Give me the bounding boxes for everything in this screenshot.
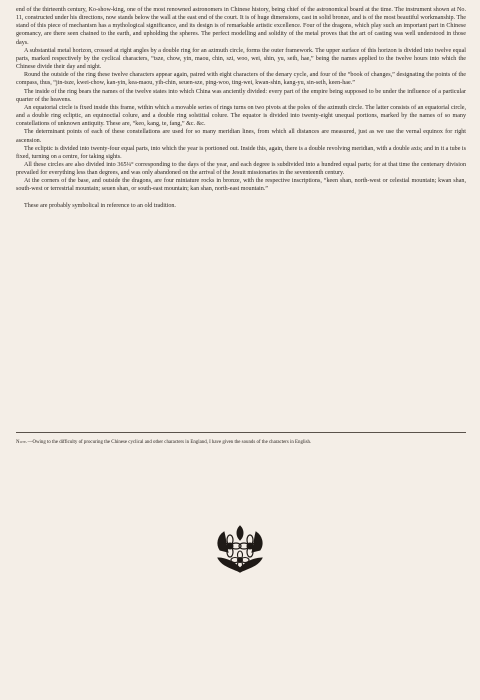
footnote — [16, 439, 466, 446]
paragraph: At the corners of the base, and outside the dragons, are four miniature rocks in bronze, with the respective inscriptions, “keen shan, north-west or celestial mountain; kwan shan, south-west or terrestrial mountain; seuen shan, or south-east mountain; kan shan, north-east mountain.” — [16, 178, 466, 193]
paragraph: The inside of the ring bears the names of the twelve states into which China was anciently divided: every part of the empire being supposed to be under the influence of a particular quarter of the heavens. — [16, 88, 466, 103]
paragraph: A substantial metal horizon, crossed at right angles by a double ring for an azimuth circle, forms the outer framework. The upper surface of this horizon is divided into twelve equal parts, marked respectively by the cyclical characters, “tsze, chow, yin, maou, chin, szi, woo, wei, shin, yu, seih, hae,” being the names applied to the twelve hours into which the Chinese divide their day and night. — [16, 47, 466, 71]
body-text — [16, 6, 466, 210]
footnote-text: —Owing to the difficulty of procuring the Chinese cyclical and other characters in England, I have given the sounds of the characters in English. — [27, 440, 312, 445]
paragraph: An equatorial circle is fixed inside this frame, within which a movable series of rings turns on two pivots at the poles of the azimuth circle. The latter consists of an equatorial circle, and a double ring ecliptic, an equinoctial colure, and a double ring solstitial colure. The equator is divided into twenty-eight unequal portions, marked by the names of so many constellations of unknown antiquity. These are, “keo, kang, te, fang,” &c. &c. — [16, 104, 466, 128]
paragraph: The ecliptic is divided into twenty-four equal parts, into which the year is portioned out. Inside this, again, there is a double revolving meridian, with a double axis; and in it a tube is fixed, turning on a centre, for taking sights. — [16, 145, 466, 160]
footnote-divider — [16, 432, 466, 433]
footnote-lead: Note. — [16, 440, 28, 445]
paragraph: end of the thirteenth century, Ko-show-king, one of the most renowned astronomers in Chinese history, being chief of the astronomical board at the time. The instrument shown at No. 11, constructed under his directions, now stands below the wall at the east end of the court. It is of huge dimensions, cast in solid bronze, and is of the most beautiful workmanship. The stand of this piece of mechanism has a mythological significance, and its design is of remarkable artistic excellence. Four of the dragons, which play such an important part in Chinese geomancy, are there seen chained to the earth, and upholding the spheres. The perfect modelling and solidity of the metal proves that the art of casting was well understood in those days. — [16, 7, 466, 46]
paragraph: These are probably symbolical in reference to an old tradition. — [24, 202, 176, 209]
paragraph: The determinant points of each of these constellations are used for so many meridian lines, from which all distances are measured, just as we use the vernal equinox for right ascension. — [16, 129, 466, 144]
floral-ornament-icon — [212, 522, 268, 578]
paragraph: Round the outside of the ring these twelve characters appear again, paired with eight characters of the denary cycle, and four of the “book of changes,” designating the points of the compass, thus, “jin-tsze, kwei-chow, kan-yin, kea-maou, yih-chin, seuen-sze, ping-woo, ting-wei, kwan-shin, kang-yu, sin-seih, keen-hae.” — [16, 72, 466, 87]
paragraph: All these circles are also divided into 365¼° corresponding to the days of the year, and each degree is subdivided into a hundred equal parts; for at that time the centenary division prevailed for everything less than degrees, and was only abandoned on the arrival of the Jesuit missionaries in the seventeenth century. — [16, 161, 466, 177]
